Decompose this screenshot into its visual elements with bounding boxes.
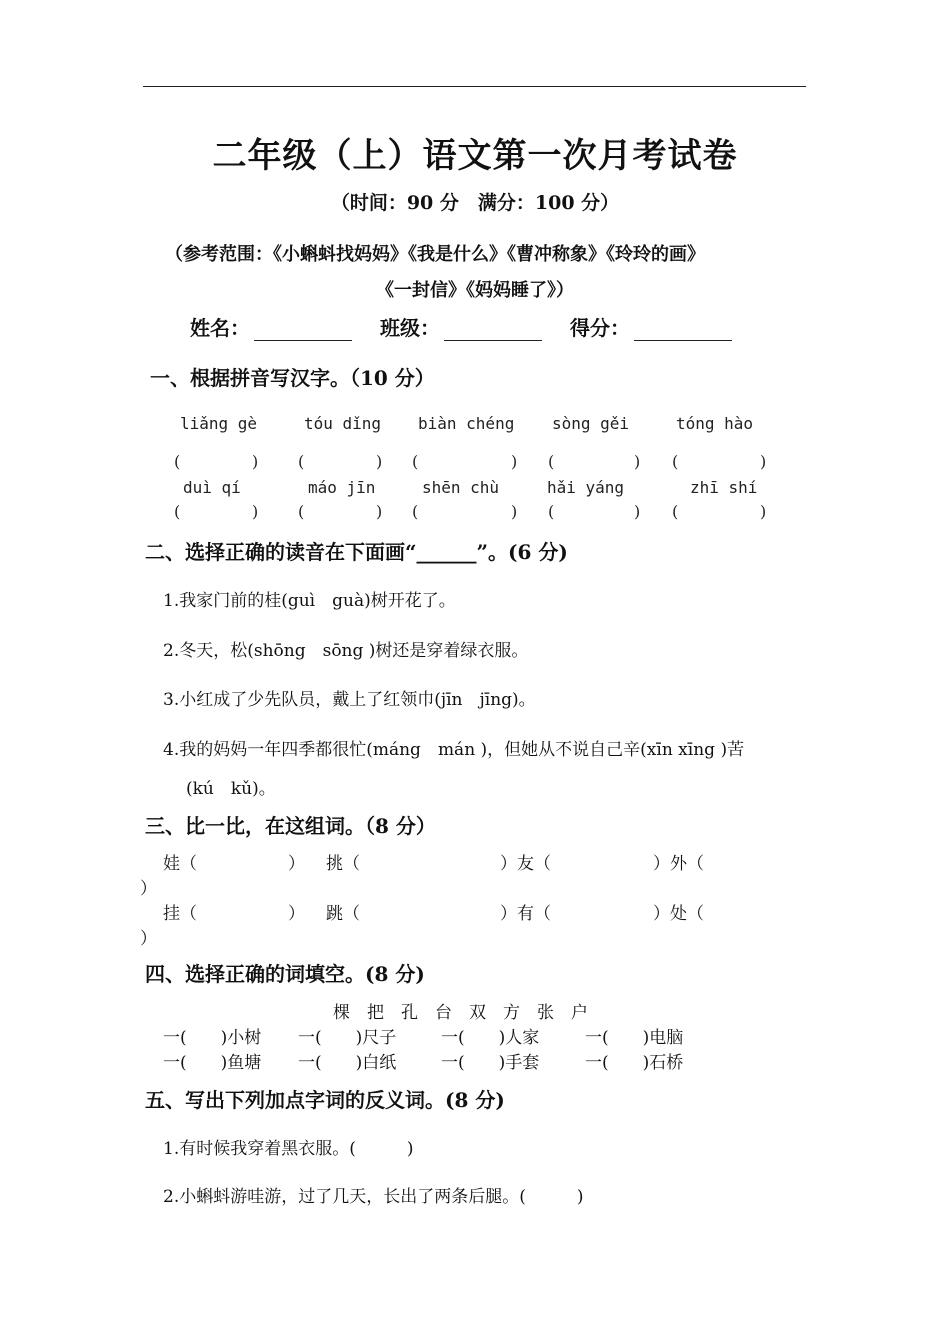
answer-open-paren: ( xyxy=(412,452,419,471)
compare-item: ）外（ xyxy=(653,854,704,874)
answer-close-paren: ) xyxy=(252,452,259,471)
scope-line-2: 《一封信》《妈妈睡了》） xyxy=(376,280,574,301)
top-rule xyxy=(143,86,806,87)
fill-item: 一( )电脑 xyxy=(585,1028,684,1048)
section5-heading: 五、写出下列加点字词的反义词。(8 分) xyxy=(145,1088,505,1112)
fill-item: 一( )石桥 xyxy=(585,1053,684,1073)
compare-item: 挂（ xyxy=(163,904,197,924)
pinyin-item: zhī shí xyxy=(690,478,758,497)
fill-item: 一( )小树 xyxy=(163,1028,262,1048)
section2-heading: 二、选择正确的读音在下面画“______”。(6 分) xyxy=(145,540,568,564)
answer-close-paren: ) xyxy=(511,502,518,521)
question-item: 2.冬天，松(shōng sōng )树还是穿着绿衣服。 xyxy=(163,641,529,661)
answer-close-paren: ) xyxy=(252,502,259,521)
word-bank: 棵 把 孔 台 双 方 张 户 xyxy=(333,1003,588,1023)
answer-close-paren: ) xyxy=(376,502,383,521)
question-item: 2.小蝌蚪游哇游，过了几天，长出了两条后腿。( ) xyxy=(163,1187,584,1207)
compare-item-wrap: ） xyxy=(140,879,157,899)
pinyin-item: tóng hào xyxy=(676,414,754,433)
compare-item: ）处（ xyxy=(653,904,704,924)
compare-item: ） xyxy=(288,904,305,924)
score-label: 得分： xyxy=(570,316,630,340)
class-label: 班级： xyxy=(380,316,440,340)
pinyin-item: tóu dǐng xyxy=(304,414,382,433)
pinyin-item: hǎi yáng xyxy=(547,478,625,497)
answer-open-paren: ( xyxy=(672,452,679,471)
class-field[interactable] xyxy=(380,312,542,341)
answer-close-paren: ) xyxy=(760,452,767,471)
fill-item: 一( )手套 xyxy=(441,1053,540,1073)
class-blank[interactable] xyxy=(444,320,542,341)
answer-open-paren: ( xyxy=(412,502,419,521)
question-item: 4.我的妈妈一年四季都很忙(máng mán )，但她从不说自己辛(xīn xīng )苦 xyxy=(163,740,745,760)
compare-item: ） xyxy=(288,854,305,874)
compare-item: 娃（ xyxy=(163,854,197,874)
answer-close-paren: ) xyxy=(376,452,383,471)
question-item: 1.我家门前的桂(guì guà)树开花了。 xyxy=(163,591,456,611)
question-item-continued: (kú kǔ)。 xyxy=(186,779,276,799)
section3-heading: 三、比一比，在这组词。（8 分） xyxy=(145,814,436,838)
answer-close-paren: ) xyxy=(634,452,641,471)
fill-item: 一( )鱼塘 xyxy=(163,1053,262,1073)
answer-open-paren: ( xyxy=(174,452,181,471)
answer-close-paren: ) xyxy=(760,502,767,521)
answer-close-paren: ) xyxy=(511,452,518,471)
answer-close-paren: ) xyxy=(634,502,641,521)
name-label: 姓名： xyxy=(190,316,250,340)
name-blank[interactable] xyxy=(254,320,352,341)
page-title: 二年级（上）语文第一次月考试卷 xyxy=(212,136,738,176)
compare-item: 跳（ xyxy=(326,904,360,924)
pinyin-item: liǎng gè xyxy=(180,414,258,433)
fill-item: 一( )白纸 xyxy=(298,1053,397,1073)
scope-line-1: （参考范围：《小蝌蚪找妈妈》《我是什么》《曹冲称象》《玲玲的画》 xyxy=(165,244,705,265)
compare-item: ）有（ xyxy=(500,904,551,924)
question-item: 3.小红成了少先队员，戴上了红领巾(jīn jīng)。 xyxy=(163,690,536,710)
section1-heading: 一、根据拼音写汉字。（10 分） xyxy=(150,366,435,390)
pinyin-item: máo jīn xyxy=(308,478,376,497)
score-blank[interactable] xyxy=(634,320,732,341)
compare-item: ）友（ xyxy=(500,854,551,874)
name-field[interactable] xyxy=(190,312,352,341)
fill-item: 一( )尺子 xyxy=(298,1028,397,1048)
answer-open-paren: ( xyxy=(298,502,305,521)
question-item: 1.有时候我穿着黑衣服。( ) xyxy=(163,1139,414,1159)
pinyin-item: biàn chéng xyxy=(418,414,515,433)
section4-heading: 四、选择正确的词填空。(8 分) xyxy=(145,962,425,986)
pinyin-item: shēn chù xyxy=(422,478,500,497)
answer-open-paren: ( xyxy=(548,502,555,521)
answer-open-paren: ( xyxy=(298,452,305,471)
pinyin-item: duì qí xyxy=(183,478,241,497)
answer-open-paren: ( xyxy=(672,502,679,521)
answer-open-paren: ( xyxy=(174,502,181,521)
score-field[interactable] xyxy=(570,312,732,341)
exam-subtitle: （时间：90 分 满分：100 分） xyxy=(330,192,620,214)
pinyin-item: sòng gěi xyxy=(552,414,630,433)
compare-item: 挑（ xyxy=(326,854,360,874)
answer-open-paren: ( xyxy=(548,452,555,471)
fill-item: 一( )人家 xyxy=(441,1028,540,1048)
compare-item-wrap: ） xyxy=(140,929,157,949)
